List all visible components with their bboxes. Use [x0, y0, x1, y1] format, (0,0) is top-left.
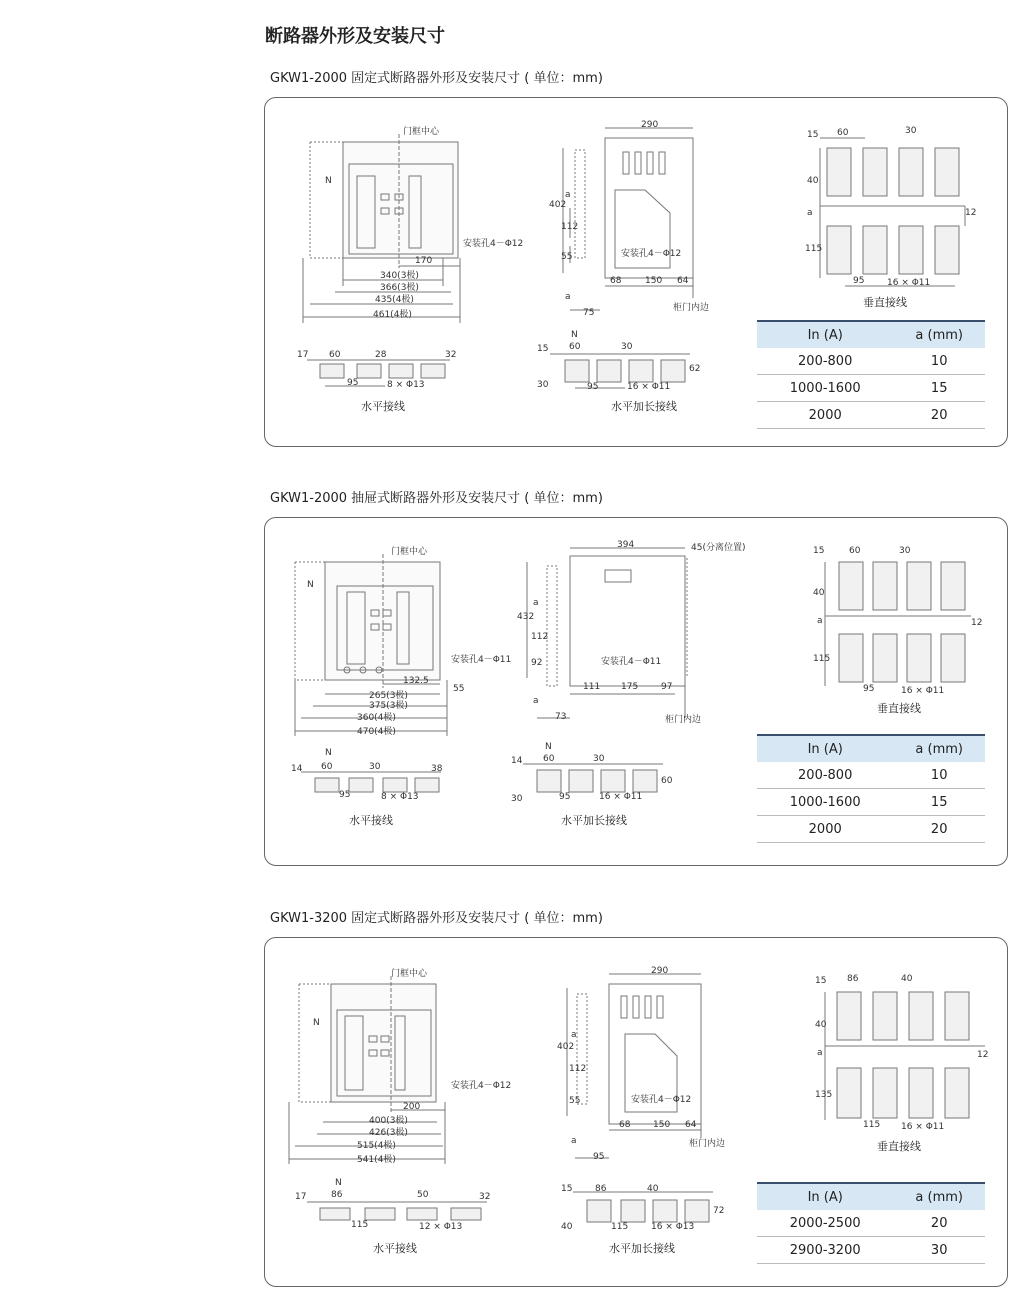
dim-label: 92	[531, 658, 543, 668]
dim-label: a	[533, 598, 539, 608]
dim-label: 15	[807, 130, 819, 140]
dim-label: 290	[641, 120, 659, 130]
dim-label: 75	[583, 308, 595, 318]
dim-label: 30	[621, 342, 633, 352]
dim-label: 60	[321, 762, 333, 772]
caption: 水平接线	[349, 814, 393, 827]
table-row	[757, 1210, 985, 1237]
dim-label: 30	[369, 762, 381, 772]
dim-label: 60	[849, 546, 861, 556]
dim-label: 60	[569, 342, 581, 352]
dim-label: 40	[647, 1184, 659, 1194]
dim-label: 15	[815, 976, 827, 986]
table-row	[757, 789, 985, 816]
table-cell: 20	[893, 816, 985, 843]
dim-label: a	[817, 616, 823, 626]
dim-label: 95	[559, 792, 571, 802]
table-cell: 30	[893, 1237, 985, 1264]
door-edge-label: 柜门内边	[689, 1139, 726, 1149]
dim-label: 64	[685, 1120, 697, 1130]
dim-label: 60	[837, 128, 849, 138]
door-edge-label: 柜门内边	[673, 303, 710, 313]
dim-label: 170	[415, 256, 433, 266]
dim-label: 175	[621, 682, 639, 692]
dim-label: 112	[569, 1064, 587, 1074]
dim-label: a	[807, 208, 813, 218]
dim-label: 95	[587, 382, 599, 392]
dim-label: 45(分离位置)	[691, 543, 746, 553]
dim-label: 86	[595, 1184, 607, 1194]
n-label: N	[313, 1018, 320, 1028]
spec-table	[757, 734, 985, 843]
door-center-label: 门框中心	[403, 127, 440, 137]
dim-label: 95	[339, 790, 351, 800]
n-label: N	[571, 330, 578, 340]
dim-label: a	[565, 190, 571, 200]
spec-table	[757, 320, 985, 429]
dim-label: 95	[593, 1152, 605, 1162]
dim-label: 375(3极)	[369, 701, 408, 711]
dim-label: 115	[611, 1222, 629, 1232]
dim-label: 8 × Φ13	[387, 380, 425, 390]
dim-label: 64	[677, 276, 689, 286]
dim-label: 400(3极)	[369, 1116, 408, 1126]
mount-hole-label: 安装孔4－Φ12	[463, 239, 524, 249]
table-header: In (A)	[757, 1183, 893, 1210]
dim-label: 132.5	[403, 676, 429, 686]
caption: 水平加长接线	[611, 400, 677, 413]
n-label: N	[335, 1178, 342, 1188]
dim-label: 402	[557, 1042, 575, 1052]
table-header: a (mm)	[893, 321, 985, 348]
dim-label: 432	[517, 612, 535, 622]
dim-label: a	[571, 1136, 577, 1146]
dim-label: 426(3极)	[369, 1128, 408, 1138]
dim-label: 28	[375, 350, 387, 360]
dim-label: 16 × Φ11	[887, 278, 931, 288]
dim-label: 40	[815, 1020, 827, 1030]
table-row	[757, 375, 985, 402]
table-cell: 1000-1600	[757, 789, 893, 816]
dim-label: 394	[617, 540, 635, 550]
dim-label: 16 × Φ11	[901, 686, 945, 696]
dim-label: 38	[431, 764, 443, 774]
mount-hole-label: 安装孔4－Φ12	[451, 1081, 512, 1091]
section-3-panel	[264, 937, 1008, 1287]
dim-label: 32	[479, 1192, 491, 1202]
table-row	[757, 348, 985, 375]
dim-label: 30	[905, 126, 917, 136]
dim-label: 60	[661, 776, 673, 786]
table-cell: 2900-3200	[757, 1237, 893, 1264]
dim-label: 115	[805, 244, 823, 254]
dim-label: 40	[901, 974, 913, 984]
dim-label: 265(3极)	[369, 691, 408, 701]
dim-label: 200	[403, 1102, 421, 1112]
n-label: N	[325, 176, 332, 186]
dim-label: 461(4极)	[373, 310, 412, 320]
dim-label: 32	[445, 350, 457, 360]
dim-label: 95	[347, 378, 359, 388]
dim-label: a	[571, 1030, 577, 1040]
dim-label: 60	[543, 754, 555, 764]
mount-hole-label: 安装孔4－Φ12	[621, 249, 682, 259]
mount-hole-label: 安装孔4－Φ11	[601, 657, 662, 667]
door-edge-label: 柜门内边	[665, 715, 702, 725]
dim-label: 12	[977, 1050, 989, 1060]
table-cell: 2000-2500	[757, 1210, 893, 1237]
table-header: a (mm)	[893, 1183, 985, 1210]
dim-label: 40	[813, 588, 825, 598]
dim-label: 340(3极)	[380, 271, 419, 281]
dim-label: 16 × Φ13	[651, 1222, 695, 1232]
caption: 水平接线	[361, 400, 405, 413]
dim-label: 73	[555, 712, 567, 722]
table-cell: 20	[893, 402, 985, 429]
table-cell: 10	[893, 762, 985, 789]
dim-label: 16 × Φ11	[599, 792, 643, 802]
caption: 水平加长接线	[609, 1242, 675, 1255]
table-cell: 20	[893, 1210, 985, 1237]
page-title: 断路器外形及安装尺寸	[265, 26, 445, 47]
n-label: N	[545, 742, 552, 752]
table-row	[757, 402, 985, 429]
door-center-label: 门框中心	[391, 547, 428, 557]
dim-label: 14	[511, 756, 523, 766]
dim-label: 135	[815, 1090, 833, 1100]
dim-label: 30	[899, 546, 911, 556]
dim-label: 115	[863, 1120, 881, 1130]
dim-label: 55	[569, 1096, 581, 1106]
mount-hole-label: 安装孔4－Φ11	[451, 655, 512, 665]
dim-label: 86	[847, 974, 859, 984]
table-cell: 200-800	[757, 762, 893, 789]
table-cell: 15	[893, 789, 985, 816]
table-row	[757, 762, 985, 789]
n-label: N	[325, 748, 332, 758]
dim-label: 15	[537, 344, 549, 354]
dim-label: 111	[583, 682, 601, 692]
table-header: In (A)	[757, 321, 893, 348]
dim-label: 112	[531, 632, 549, 642]
table-header: In (A)	[757, 735, 893, 762]
table-cell: 10	[893, 348, 985, 375]
mount-hole-label: 安装孔4－Φ12	[631, 1095, 692, 1105]
table-header: a (mm)	[893, 735, 985, 762]
dim-label: 150	[645, 276, 663, 286]
dim-label: 12 × Φ13	[419, 1222, 463, 1232]
dim-label: 12	[965, 208, 977, 218]
dim-label: a	[817, 1048, 823, 1058]
dim-label: 86	[331, 1190, 343, 1200]
dim-label: 150	[653, 1120, 671, 1130]
table-cell: 2000	[757, 402, 893, 429]
section-1-title: GKW1-2000 固定式断路器外形及安装尺寸 ( 单位：mm)	[270, 71, 603, 86]
dim-label: 60	[329, 350, 341, 360]
caption: 垂直接线	[877, 702, 921, 715]
section-1-panel	[264, 97, 1008, 447]
dim-label: 12	[971, 618, 983, 628]
table-cell: 1000-1600	[757, 375, 893, 402]
dim-label: 112	[561, 222, 579, 232]
dim-label: 16 × Φ11	[627, 382, 671, 392]
dim-label: 17	[295, 1192, 307, 1202]
dim-label: 515(4极)	[357, 1141, 396, 1151]
section-3-title: GKW1-3200 固定式断路器外形及安装尺寸 ( 单位：mm)	[270, 911, 603, 926]
dim-label: 115	[813, 654, 831, 664]
dim-label: 366(3极)	[380, 283, 419, 293]
dim-label: 95	[863, 684, 875, 694]
dim-label: 30	[593, 754, 605, 764]
dim-label: 72	[713, 1206, 725, 1216]
dim-label: 435(4极)	[375, 295, 414, 305]
dim-label: a	[533, 696, 539, 706]
dim-label: 14	[291, 764, 303, 774]
dim-label: 55	[453, 684, 465, 694]
dim-label: 95	[853, 276, 865, 286]
dim-label: 470(4极)	[357, 727, 396, 737]
dim-label: 30	[511, 794, 523, 804]
section-2-panel	[264, 517, 1008, 866]
dim-label: 97	[661, 682, 673, 692]
dim-label: 541(4极)	[357, 1155, 396, 1165]
table-cell: 2000	[757, 816, 893, 843]
dim-label: 16 × Φ11	[901, 1122, 945, 1132]
dim-label: 8 × Φ13	[381, 792, 419, 802]
caption: 垂直接线	[877, 1140, 921, 1153]
caption: 水平加长接线	[561, 814, 627, 827]
dim-label: 115	[351, 1220, 369, 1230]
dim-label: 15	[813, 546, 825, 556]
section-2-title: GKW1-2000 抽屉式断路器外形及安装尺寸 ( 单位：mm)	[270, 491, 603, 506]
caption: 垂直接线	[863, 296, 907, 309]
dim-label: 68	[619, 1120, 631, 1130]
dim-label: 15	[561, 1184, 573, 1194]
dim-label: 17	[297, 350, 309, 360]
dim-label: 360(4极)	[357, 713, 396, 723]
dim-label: 402	[549, 200, 567, 210]
dim-label: 62	[689, 364, 701, 374]
dim-label: a	[565, 292, 571, 302]
dim-label: 30	[537, 380, 549, 390]
dim-label: 290	[651, 966, 669, 976]
table-row	[757, 1237, 985, 1264]
table-cell: 15	[893, 375, 985, 402]
dim-label: 68	[610, 276, 622, 286]
n-label: N	[307, 580, 314, 590]
dim-label: 55	[561, 252, 573, 262]
table-cell: 200-800	[757, 348, 893, 375]
dim-label: 40	[561, 1222, 573, 1232]
dim-label: 50	[417, 1190, 429, 1200]
caption: 水平接线	[373, 1242, 417, 1255]
spec-table	[757, 1182, 985, 1264]
dim-label: 40	[807, 176, 819, 186]
table-row	[757, 816, 985, 843]
door-center-label: 门框中心	[391, 969, 428, 979]
